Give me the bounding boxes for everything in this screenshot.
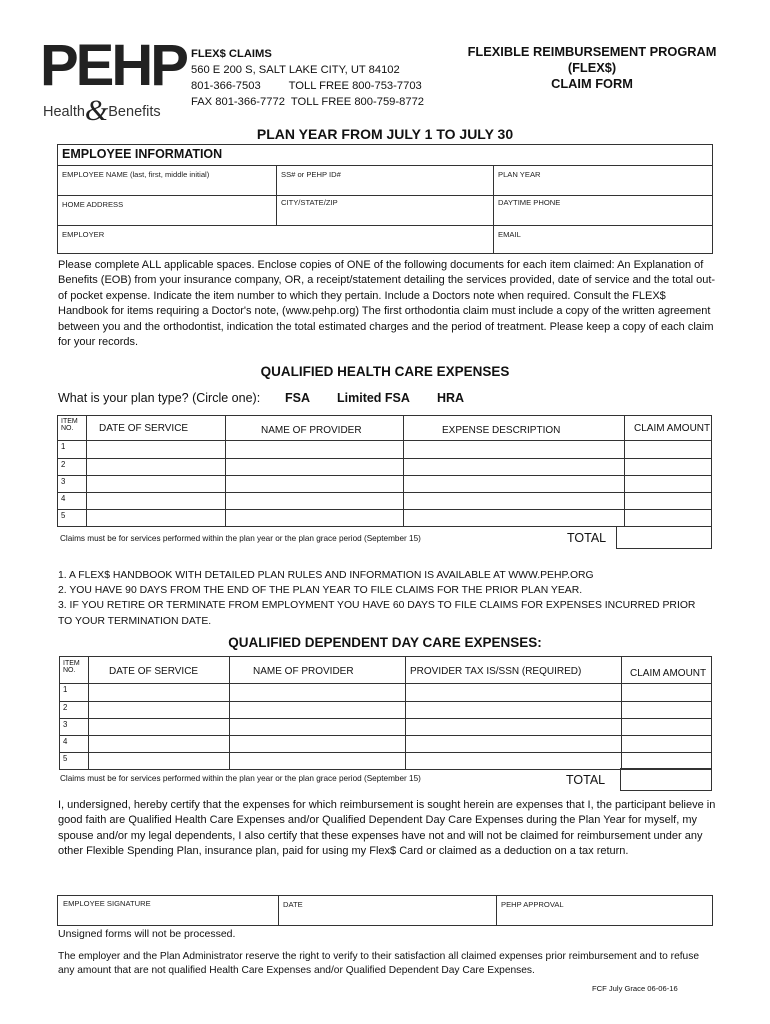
pehp-approval-field[interactable]: PEHP APPROVAL xyxy=(501,900,564,909)
form-title-line2: (FLEX$) xyxy=(567,60,617,75)
dependent-expenses-heading: QUALIFIED DEPENDENT DAY CARE EXPENSES: xyxy=(228,635,542,650)
signature-date-field[interactable]: DATE xyxy=(283,900,303,909)
dependent-expenses-table xyxy=(59,656,712,770)
plan-type-question: What is your plan type? (Circle one): xyxy=(58,391,261,405)
table-row[interactable] xyxy=(58,493,712,510)
col-provider-tax-id: PROVIDER TAX IS/SSN (REQUIRED) xyxy=(406,657,622,684)
col-claim-amount: CLAIM AMOUNT xyxy=(622,657,712,684)
plan-type-limited-fsa[interactable]: Limited FSA xyxy=(337,391,410,405)
fax-line xyxy=(191,94,424,110)
table-row[interactable] xyxy=(58,459,712,476)
row-number: 4 xyxy=(58,493,87,510)
plan-year-title: PLAN YEAR FROM JULY 1 TO JULY 30 xyxy=(256,126,514,142)
col-claim-amount: CLAIM AMOUNT xyxy=(625,416,712,441)
table-header-row xyxy=(58,416,712,441)
col-name-of-provider: NAME OF PROVIDER xyxy=(226,416,404,441)
row-number: 5 xyxy=(58,510,87,527)
form-title xyxy=(450,44,734,92)
dependent-total-field[interactable] xyxy=(620,768,712,791)
form-code: FCF July Grace 06-06-16 xyxy=(592,984,678,993)
row-number: 2 xyxy=(58,459,87,476)
phone-tollfree: TOLL FREE 800-753-7703 xyxy=(288,80,422,92)
ssn-field[interactable]: SS# or PEHP ID# xyxy=(281,170,341,179)
employer-field[interactable]: EMPLOYER xyxy=(62,230,105,239)
employee-signature-field[interactable]: EMPLOYEE SIGNATURE xyxy=(63,899,151,908)
employee-info-box xyxy=(57,144,713,254)
row-number: 3 xyxy=(60,719,89,736)
table-row[interactable] xyxy=(60,719,712,736)
col-date-of-service: DATE OF SERVICE xyxy=(89,657,230,684)
logo-tagline xyxy=(43,90,161,127)
row-number: 5 xyxy=(60,753,89,770)
table-row[interactable] xyxy=(60,736,712,753)
city-state-zip-field[interactable]: CITY/STATE/ZIP xyxy=(281,198,338,207)
certification-paragraph: I, undersigned, hereby certify that the expenses for which reimbursement is sought herein are expenses that I, the participant believe in good faith are Qualified Health Care Expenses and/or Qualified Dependent Day Care Expenses during the Plan Year for myself, my spouse and/or my legal dependents, I also certify that these expenses have not and will not be claimed for reimbursement under any other Flexible Spending Plan, insurance plan, paid for using my Flex$ Card or claimed as a deduction on a tax return. xyxy=(58,799,716,858)
dependent-footnote: Claims must be for services performed within the plan year or the plan grace period (September 15) xyxy=(60,774,421,783)
logo-tagline-health: Health xyxy=(43,104,85,120)
daytime-phone-field[interactable]: DAYTIME PHONE xyxy=(498,198,561,207)
health-total-label: TOTAL xyxy=(567,531,607,545)
notes-list xyxy=(58,568,708,629)
home-address-field[interactable]: HOME ADDRESS xyxy=(62,200,124,209)
table-row[interactable] xyxy=(58,441,712,459)
form-title-line3: CLAIM FORM xyxy=(551,76,633,91)
plan-type-row xyxy=(58,391,260,405)
phone-line xyxy=(191,78,424,94)
note-1: 1. A FLEX$ HANDBOOK WITH DETAILED PLAN RULES AND INFORMATION IS AVAILABLE AT WWW.PEHP.ORG xyxy=(58,570,594,581)
health-footnote: Claims must be for services performed within the plan year or the plan grace period (September 15) xyxy=(60,534,421,543)
header-address-block xyxy=(191,46,424,110)
health-total-field[interactable] xyxy=(616,526,712,549)
logo-tagline-benefits: Benefits xyxy=(108,104,161,120)
row-number: 3 xyxy=(58,476,87,493)
col-date-of-service: DATE OF SERVICE xyxy=(87,416,226,441)
health-expenses-table xyxy=(57,415,712,527)
signature-box xyxy=(57,895,713,926)
plan-type-hra[interactable]: HRA xyxy=(437,391,465,405)
table-row[interactable] xyxy=(60,753,712,770)
col-name-of-provider: NAME OF PROVIDER xyxy=(230,657,406,684)
table-row[interactable] xyxy=(60,684,712,702)
table-row[interactable] xyxy=(58,476,712,493)
row-number: 1 xyxy=(58,441,87,459)
employee-name-field[interactable]: EMPLOYEE NAME (last, first, middle initial) xyxy=(62,170,210,179)
employee-info-heading: EMPLOYEE INFORMATION xyxy=(62,147,223,161)
dependent-total-label: TOTAL xyxy=(566,773,606,787)
health-expenses-heading: QUALIFIED HEALTH CARE EXPENSES xyxy=(260,364,510,379)
fax: FAX 801-366-7772 xyxy=(191,96,285,108)
note-3: 3. IF YOU RETIRE OR TERMINATE FROM EMPLOYMENT YOU HAVE 60 DAYS TO FILE CLAIMS FOR EXPENSES INCURRED PRIOR TO YOUR TERMINATION DATE. xyxy=(58,600,696,627)
table-row[interactable] xyxy=(58,510,712,527)
row-number: 1 xyxy=(60,684,89,702)
col-item-no: ITEM NO. xyxy=(58,416,87,441)
col-expense-description: EXPENSE DESCRIPTION xyxy=(404,416,625,441)
disclaimer: The employer and the Plan Administrator reserve the right to verify to their satisfaction all claimed expenses prior reimbursement and to refuse any amount that are not qualified Health Care Expenses and/or Qualified Dependent Day Care Expenses. xyxy=(58,951,699,976)
note-2: 2. YOU HAVE 90 DAYS FROM THE END OF THE PLAN YEAR TO FILE CLAIMS FOR THE PRIOR PLAN YEAR. xyxy=(58,585,583,597)
email-field[interactable]: EMAIL xyxy=(498,230,521,239)
row-number: 4 xyxy=(60,736,89,753)
row-number: 2 xyxy=(60,702,89,719)
table-header-row xyxy=(60,657,712,684)
plan-type-fsa[interactable]: FSA xyxy=(285,391,310,405)
table-row[interactable] xyxy=(60,702,712,719)
fax-tollfree: TOLL FREE 800-759-8772 xyxy=(290,96,425,108)
pehp-logo: PEHP xyxy=(40,33,186,98)
plan-year-field[interactable]: PLAN YEAR xyxy=(498,170,541,179)
phone: 801-366-7503 xyxy=(191,80,261,92)
unsigned-note: Unsigned forms will not be processed. xyxy=(58,928,236,940)
logo-ampersand: & xyxy=(84,94,109,127)
dept-name: FLEX$ CLAIMS xyxy=(191,48,272,60)
col-item-no: ITEM NO. xyxy=(60,657,89,684)
instructions-paragraph: Please complete ALL applicable spaces. Enclose copies of ONE of the following documents for each item claimed: An Explanation of Benefits (EOB) from your insurance company, OR, a receipt/statement detailing the services provided, date of service and the total out-of pocket expense. Indicate the item number to which they pertain. Include a Doctors note when required. Consult the FLEX$ Handbook for items requiring a Doctor's note, (www.pehp.org) The first orthodontia claim must include a copy of the written agreement between you and the orthodontist, indication the total estimated charges and the period of treatment. Please keep a copy of each claim for your records. xyxy=(58,259,716,349)
form-title-line1: FLEXIBLE REIMBURSEMENT PROGRAM xyxy=(467,44,717,59)
street-address: 560 E 200 S, SALT LAKE CITY, UT 84102 xyxy=(191,64,400,76)
